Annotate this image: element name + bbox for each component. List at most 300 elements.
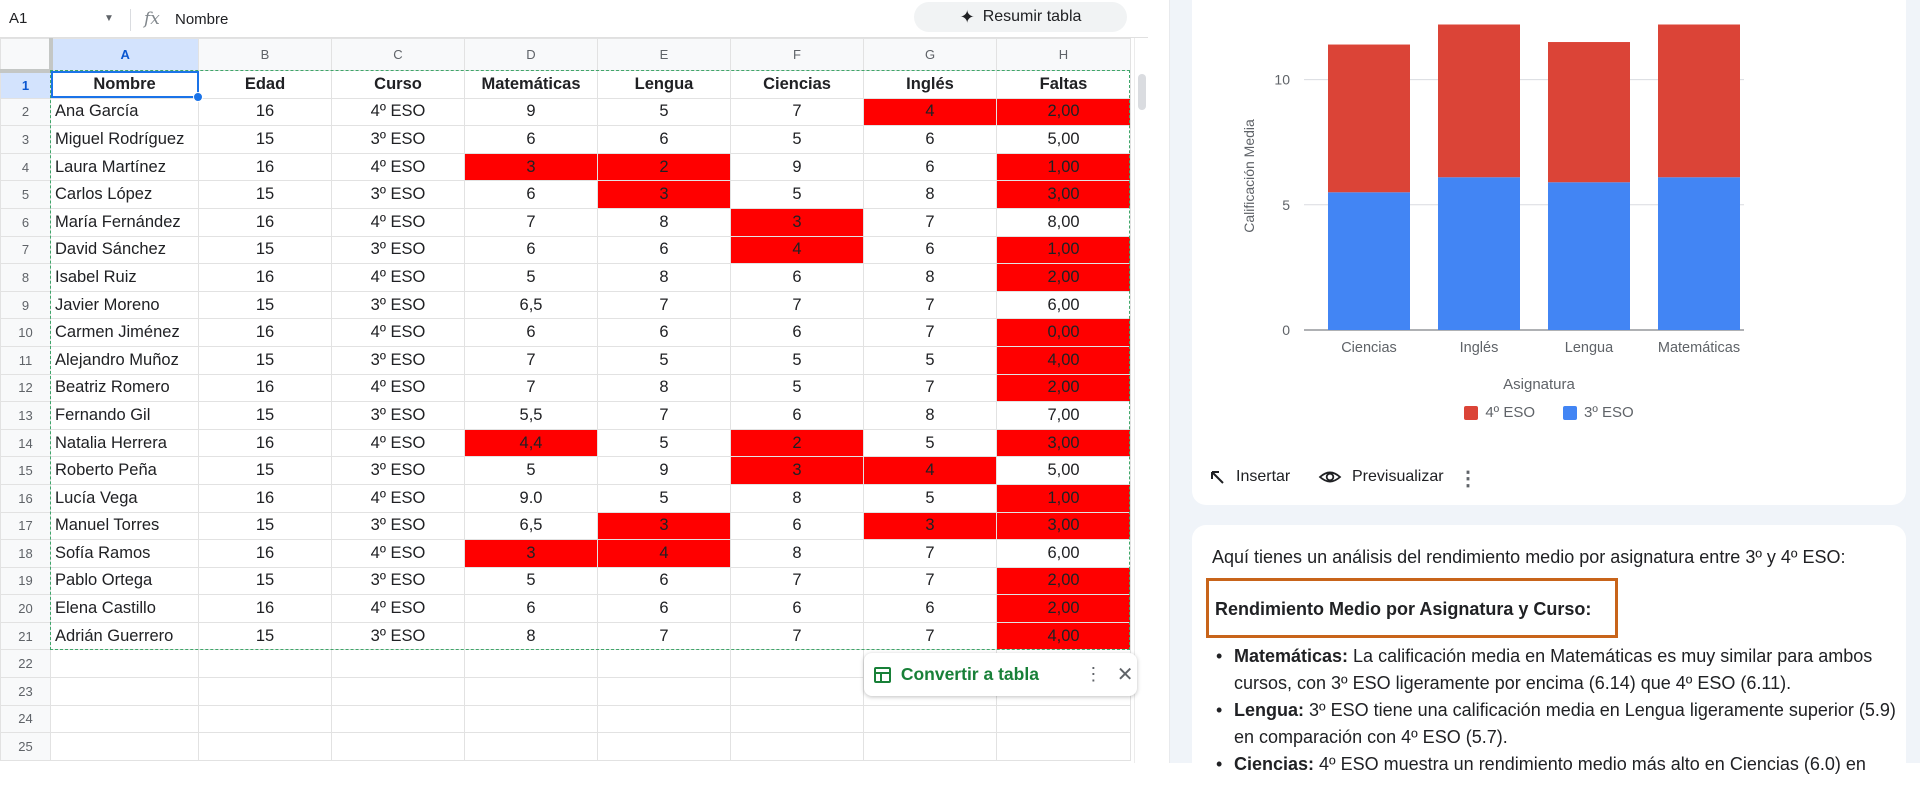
header-row	[1, 71, 1131, 99]
cell[interactable]	[465, 650, 598, 678]
cell[interactable]: 8	[598, 208, 731, 236]
table-row	[1, 429, 1131, 457]
cell[interactable]: 6	[598, 567, 731, 595]
cell[interactable]	[51, 650, 199, 678]
row-header[interactable]: 9	[1, 291, 51, 319]
cell[interactable]: 9.0	[465, 484, 598, 512]
row-header[interactable]: 1	[1, 71, 51, 99]
preview-button[interactable]	[1318, 468, 1444, 486]
cell[interactable]: Roberto Peña	[51, 457, 199, 485]
cell[interactable]: 4º ESO	[332, 98, 465, 126]
cell[interactable]	[465, 705, 598, 733]
cell[interactable]	[598, 650, 731, 678]
row-header[interactable]: 15	[1, 457, 51, 485]
cell[interactable]: 7	[731, 291, 864, 319]
cell[interactable]: 2	[731, 429, 864, 457]
row-header[interactable]: 4	[1, 153, 51, 181]
cell[interactable]: 15	[199, 512, 332, 540]
cell[interactable]: 7	[864, 567, 997, 595]
cell[interactable]: 8	[465, 622, 598, 650]
chart-card	[1192, 0, 1906, 505]
cell[interactable]: 5	[465, 457, 598, 485]
cell[interactable]: 4,00	[997, 622, 1131, 650]
cell[interactable]	[199, 733, 332, 761]
cell[interactable]: Miguel Rodríguez	[51, 126, 199, 154]
column-header-f[interactable]: F	[731, 39, 864, 71]
legend-item-4eso	[1464, 404, 1535, 421]
table-row	[1, 595, 1131, 623]
cell[interactable]: 5	[598, 346, 731, 374]
cell[interactable]: 15	[199, 236, 332, 264]
cell[interactable]: 1,00	[997, 236, 1131, 264]
preview-label: Previsualizar	[1352, 468, 1444, 485]
cell[interactable]: 15	[199, 457, 332, 485]
cell[interactable]: 16	[199, 208, 332, 236]
table-row	[1, 733, 1131, 761]
chevron-down-icon[interactable]: ▼	[104, 13, 114, 24]
cell[interactable]	[199, 705, 332, 733]
cell[interactable]: 6	[598, 236, 731, 264]
summarize-table-button[interactable]	[914, 2, 1127, 32]
cell[interactable]: 6	[731, 264, 864, 292]
cell[interactable]: 7	[598, 402, 731, 430]
cell[interactable]: 5	[731, 346, 864, 374]
row-header[interactable]: 19	[1, 567, 51, 595]
summarize-table-label: Resumir tabla	[982, 8, 1082, 25]
cell[interactable]: 5	[465, 264, 598, 292]
cell[interactable]: 4º ESO	[332, 540, 465, 568]
cell[interactable]: 5	[731, 126, 864, 154]
cell[interactable]	[731, 705, 864, 733]
cell[interactable]: 3	[864, 512, 997, 540]
table-row	[1, 484, 1131, 512]
cell[interactable]: 3,00	[997, 512, 1131, 540]
cell[interactable]: 5,5	[465, 402, 598, 430]
cell[interactable]: 7	[465, 346, 598, 374]
cell[interactable]: Fernando Gil	[51, 402, 199, 430]
cell[interactable]: 6	[465, 236, 598, 264]
cell[interactable]	[332, 733, 465, 761]
cell[interactable]: 3	[731, 208, 864, 236]
cell[interactable]	[199, 678, 332, 706]
table-row	[1, 622, 1131, 650]
row-header[interactable]: 7	[1, 236, 51, 264]
cell[interactable]	[598, 705, 731, 733]
cell[interactable]: 3	[598, 181, 731, 209]
cell[interactable]: 4,00	[997, 346, 1131, 374]
cell[interactable]: 15	[199, 126, 332, 154]
cell[interactable]: 5	[598, 429, 731, 457]
x-tick-label: Inglés	[1459, 340, 1499, 356]
bar-segment	[1438, 177, 1520, 330]
row-header[interactable]: 18	[1, 540, 51, 568]
cell[interactable]: 3	[731, 457, 864, 485]
cell[interactable]: Pablo Ortega	[51, 567, 199, 595]
row-header[interactable]: 8	[1, 264, 51, 292]
cell[interactable]: 3	[465, 153, 598, 181]
more-options-icon[interactable]: ⋮	[1458, 468, 1478, 490]
sparkle-icon: ✦	[959, 6, 975, 27]
cell[interactable]: 2	[598, 153, 731, 181]
row-header[interactable]: 10	[1, 319, 51, 347]
cell[interactable]: 6	[864, 153, 997, 181]
cell[interactable]: 8	[731, 540, 864, 568]
cell[interactable]: 5	[598, 98, 731, 126]
cell[interactable]: 8	[731, 484, 864, 512]
cell[interactable]	[332, 650, 465, 678]
cell[interactable]	[731, 678, 864, 706]
row-header[interactable]: 11	[1, 346, 51, 374]
cell[interactable]: 16	[199, 374, 332, 402]
cell[interactable]: 8	[864, 181, 997, 209]
row-header[interactable]: 20	[1, 595, 51, 623]
cell[interactable]: 15	[199, 346, 332, 374]
column-header-d[interactable]: D	[465, 39, 598, 71]
legend-label-3eso: 3º ESO	[1584, 404, 1634, 421]
row-header[interactable]: 6	[1, 208, 51, 236]
formula-input[interactable]: Nombre	[175, 11, 229, 28]
bullet-text: La calificación media en Matemáticas es muy similar para ambos cursos, con 3º ESO ligeramente por encima (6.14) que 4º ESO (6.11).	[1234, 646, 1873, 693]
cell[interactable]	[465, 733, 598, 761]
scrollbar-thumb[interactable]	[1138, 74, 1146, 110]
row-header[interactable]: 23	[1, 678, 51, 706]
insert-label: Insertar	[1236, 468, 1291, 485]
cell[interactable]: 8	[864, 264, 997, 292]
cell[interactable]: 16	[199, 153, 332, 181]
cell[interactable]: 9	[598, 457, 731, 485]
select-all-corner[interactable]	[1, 39, 51, 71]
cell[interactable]	[332, 678, 465, 706]
cell[interactable]: 4	[731, 236, 864, 264]
cell[interactable]: 0,00	[997, 319, 1131, 347]
cell[interactable]: David Sánchez	[51, 236, 199, 264]
cell[interactable]: 5	[864, 429, 997, 457]
cell[interactable]: 3º ESO	[332, 567, 465, 595]
column-header-g[interactable]: G	[864, 39, 997, 71]
cell[interactable]: 3º ESO	[332, 291, 465, 319]
table-row	[1, 181, 1131, 209]
cell[interactable]: 7	[598, 291, 731, 319]
more-options-icon[interactable]: ⋮	[1084, 664, 1103, 684]
cell[interactable]: 16	[199, 540, 332, 568]
cell[interactable]: 2,00	[997, 98, 1131, 126]
cell[interactable]: Sofía Ramos	[51, 540, 199, 568]
cell[interactable]: 2,00	[997, 595, 1131, 623]
close-icon[interactable]: ✕	[1116, 664, 1134, 686]
convert-to-table-chip	[864, 653, 1137, 696]
cell[interactable]: Nombre	[51, 71, 199, 99]
highlight-box	[1206, 578, 1618, 638]
cell[interactable]: 7	[731, 622, 864, 650]
gemini-side-panel	[1170, 0, 1920, 774]
legend-swatch-3eso	[1563, 406, 1577, 420]
cell[interactable]: 4º ESO	[332, 374, 465, 402]
bullet-term: Matemáticas:	[1234, 646, 1349, 666]
cell[interactable]: Ciencias	[731, 71, 864, 99]
cell[interactable]: 6	[864, 595, 997, 623]
cell[interactable]: 6	[731, 402, 864, 430]
cell[interactable]: 16	[199, 595, 332, 623]
cell[interactable]: 6	[864, 236, 997, 264]
cell[interactable]: 5	[598, 484, 731, 512]
arrow-up-left-icon	[1208, 468, 1226, 486]
table-row	[1, 126, 1131, 154]
cell[interactable]: 4	[864, 98, 997, 126]
cell[interactable]: 6	[465, 126, 598, 154]
pane-divider[interactable]	[1148, 0, 1170, 763]
column-header-h[interactable]: H	[997, 39, 1131, 71]
cell[interactable]: 3,00	[997, 181, 1131, 209]
cell[interactable]: 15	[199, 567, 332, 595]
cell[interactable]	[598, 733, 731, 761]
cell[interactable]: Laura Martínez	[51, 153, 199, 181]
cell[interactable]: 6,00	[997, 291, 1131, 319]
bar-segment	[1438, 25, 1520, 178]
cell[interactable]: Beatriz Romero	[51, 374, 199, 402]
cell-reference: A1	[9, 10, 28, 27]
cell[interactable]: 5,00	[997, 126, 1131, 154]
y-tick-label: 0	[1282, 322, 1290, 338]
cell[interactable]: 6	[731, 595, 864, 623]
cell[interactable]: 6,00	[997, 540, 1131, 568]
cell[interactable]: 16	[199, 98, 332, 126]
table-row	[1, 236, 1131, 264]
cell[interactable]: 6	[731, 512, 864, 540]
cell[interactable]	[731, 733, 864, 761]
table-row	[1, 374, 1131, 402]
cell[interactable]: 5	[864, 346, 997, 374]
cell[interactable]: 5	[731, 374, 864, 402]
row-header[interactable]: 12	[1, 374, 51, 402]
cell[interactable]	[332, 705, 465, 733]
convert-to-table-button[interactable]: Convertir a tabla	[900, 664, 1039, 684]
row-header[interactable]: 14	[1, 429, 51, 457]
cell[interactable]: Faltas	[997, 71, 1131, 99]
column-header-c[interactable]: C	[332, 39, 465, 71]
cell[interactable]: 4º ESO	[332, 153, 465, 181]
row-header[interactable]: 5	[1, 181, 51, 209]
cell[interactable]: 4	[864, 457, 997, 485]
cell[interactable]	[864, 705, 997, 733]
cell[interactable]: 9	[465, 98, 598, 126]
row-header[interactable]: 3	[1, 126, 51, 154]
row-header[interactable]: 25	[1, 733, 51, 761]
fx-icon: fx	[144, 9, 160, 29]
cell[interactable]: Ana García	[51, 98, 199, 126]
row-header[interactable]: 24	[1, 705, 51, 733]
cell[interactable]	[51, 733, 199, 761]
cell[interactable]: 4º ESO	[332, 264, 465, 292]
cell[interactable]: 3	[465, 540, 598, 568]
cell[interactable]: Carmen Jiménez	[51, 319, 199, 347]
cell[interactable]: 8,00	[997, 208, 1131, 236]
bullet-text: 3º ESO tiene una calificación media en Lengua ligeramente superior (5.9) en comparación con 4º ESO (5.7).	[1234, 700, 1896, 747]
row-header[interactable]: 21	[1, 622, 51, 650]
cell[interactable]: 3º ESO	[332, 236, 465, 264]
list-item	[1212, 697, 1902, 751]
y-tick-label: 10	[1274, 71, 1290, 88]
row-header[interactable]: 16	[1, 484, 51, 512]
bar-segment	[1548, 42, 1630, 182]
x-axis-label: Asignatura	[1503, 376, 1575, 393]
cell[interactable]	[731, 650, 864, 678]
table-row	[1, 705, 1131, 733]
x-tick-label: Lengua	[1564, 340, 1614, 356]
cell[interactable]	[51, 705, 199, 733]
cell[interactable]: 3º ESO	[332, 181, 465, 209]
cell[interactable]: Natalia Herrera	[51, 429, 199, 457]
cell[interactable]: 4º ESO	[332, 484, 465, 512]
cell[interactable]: 7	[731, 98, 864, 126]
cell[interactable]: 16	[199, 484, 332, 512]
cell[interactable]: 3º ESO	[332, 346, 465, 374]
row-header[interactable]: 22	[1, 650, 51, 678]
cell[interactable]: 4º ESO	[332, 208, 465, 236]
cell[interactable]: 16	[199, 429, 332, 457]
cell[interactable]: 3	[598, 512, 731, 540]
cell[interactable]: 15	[199, 291, 332, 319]
cell[interactable]: 15	[199, 181, 332, 209]
cell[interactable]: 7	[864, 291, 997, 319]
cell[interactable]: Alejandro Muñoz	[51, 346, 199, 374]
cell[interactable]: 6	[598, 319, 731, 347]
cell[interactable]: 3º ESO	[332, 126, 465, 154]
cell[interactable]: 6,5	[465, 291, 598, 319]
cell[interactable]: 1,00	[997, 484, 1131, 512]
cell[interactable]: 4º ESO	[332, 429, 465, 457]
cell[interactable]: 15	[199, 402, 332, 430]
cell[interactable]: 7	[864, 208, 997, 236]
cell[interactable]	[997, 705, 1131, 733]
cell[interactable]: 8	[864, 402, 997, 430]
row-header[interactable]: 17	[1, 512, 51, 540]
cell[interactable]	[598, 678, 731, 706]
table-row	[1, 291, 1131, 319]
cell[interactable]: 6	[465, 595, 598, 623]
cell[interactable]: 1,00	[997, 153, 1131, 181]
cell[interactable]: 7	[465, 208, 598, 236]
bullet-text: 4º ESO muestra un rendimiento medio más alto en Ciencias (6.0) en	[1314, 754, 1866, 774]
cell[interactable]: 5	[465, 567, 598, 595]
table-row	[1, 512, 1131, 540]
cell[interactable]: 9	[731, 153, 864, 181]
cell[interactable]: 2,00	[997, 567, 1131, 595]
cell[interactable]: 16	[199, 264, 332, 292]
cell[interactable]: 6	[598, 126, 731, 154]
cell[interactable]: 7,00	[997, 402, 1131, 430]
cell[interactable]: 3º ESO	[332, 622, 465, 650]
bullet-term: Ciencias:	[1234, 754, 1315, 774]
cell[interactable]: 6	[864, 126, 997, 154]
cell[interactable]: Elena Castillo	[51, 595, 199, 623]
cell[interactable]: Matemáticas	[465, 71, 598, 99]
cell[interactable]: 7	[598, 622, 731, 650]
table-row	[1, 98, 1131, 126]
cell[interactable]	[997, 733, 1131, 761]
row-header[interactable]: 2	[1, 98, 51, 126]
analysis-card	[1192, 525, 1906, 785]
legend-item-3eso	[1563, 404, 1634, 421]
cell[interactable]	[864, 733, 997, 761]
cell[interactable]: 7	[731, 567, 864, 595]
cell[interactable]: Manuel Torres	[51, 512, 199, 540]
cell[interactable]: 7	[864, 319, 997, 347]
table-row	[1, 457, 1131, 485]
cell[interactable]: 5	[731, 181, 864, 209]
cell[interactable]: Lucía Vega	[51, 484, 199, 512]
cell[interactable]	[199, 650, 332, 678]
cell[interactable]: 15	[199, 622, 332, 650]
column-header-a[interactable]: A	[51, 39, 199, 71]
cell[interactable]: 16	[199, 319, 332, 347]
cell[interactable]: 6,5	[465, 512, 598, 540]
x-tick-label: Ciencias	[1341, 340, 1397, 356]
table-row	[1, 346, 1131, 374]
cell[interactable]: Inglés	[864, 71, 997, 99]
cell[interactable]: 3,00	[997, 429, 1131, 457]
cell[interactable]: Carlos López	[51, 181, 199, 209]
cell[interactable]: 6	[465, 319, 598, 347]
cell[interactable]: 6	[465, 181, 598, 209]
cell[interactable]: 2,00	[997, 264, 1131, 292]
cell[interactable]	[51, 678, 199, 706]
cell[interactable]: 8	[598, 264, 731, 292]
cell[interactable]: 7	[864, 622, 997, 650]
table-row	[1, 264, 1131, 292]
legend-label-4eso: 4º ESO	[1485, 404, 1535, 421]
cell[interactable]: Curso	[332, 71, 465, 99]
cell[interactable]: Edad	[199, 71, 332, 99]
cell[interactable]: 4º ESO	[332, 595, 465, 623]
fill-handle[interactable]	[193, 92, 203, 102]
cell[interactable]: 6	[598, 595, 731, 623]
cell[interactable]: 4º ESO	[332, 319, 465, 347]
cell[interactable]: 6	[731, 319, 864, 347]
cell[interactable]: Adrián Guerrero	[51, 622, 199, 650]
cell[interactable]: 4,4	[465, 429, 598, 457]
list-item	[1212, 751, 1902, 778]
cell[interactable]: Lengua	[598, 71, 731, 99]
cell[interactable]: Isabel Ruiz	[51, 264, 199, 292]
eye-icon	[1318, 468, 1342, 486]
cell[interactable]	[465, 678, 598, 706]
cell[interactable]: 7	[864, 540, 997, 568]
analysis-heading: Rendimiento Medio por Asignatura y Curso:	[1215, 599, 1592, 619]
row-header[interactable]: 13	[1, 402, 51, 430]
cell[interactable]: 5	[864, 484, 997, 512]
cell[interactable]: María Fernández	[51, 208, 199, 236]
insert-button[interactable]	[1208, 468, 1290, 486]
y-axis-label: Calificación Media	[1241, 119, 1257, 233]
bar-segment	[1328, 45, 1410, 193]
column-header-e[interactable]: E	[598, 39, 731, 71]
cell[interactable]: 7	[864, 374, 997, 402]
cell[interactable]: 2,00	[997, 374, 1131, 402]
vertical-scrollbar[interactable]	[1134, 38, 1148, 763]
cell[interactable]: 5,00	[997, 457, 1131, 485]
cell[interactable]: 3º ESO	[332, 457, 465, 485]
cell[interactable]: 3º ESO	[332, 402, 465, 430]
cell[interactable]: 4	[598, 540, 731, 568]
table-row	[1, 208, 1131, 236]
name-box[interactable]	[9, 10, 117, 30]
bar-segment	[1658, 177, 1740, 330]
column-header-b[interactable]: B	[199, 39, 332, 71]
cell[interactable]: 7	[465, 374, 598, 402]
cell[interactable]: Javier Moreno	[51, 291, 199, 319]
cell[interactable]: 3º ESO	[332, 512, 465, 540]
cell[interactable]: 8	[598, 374, 731, 402]
